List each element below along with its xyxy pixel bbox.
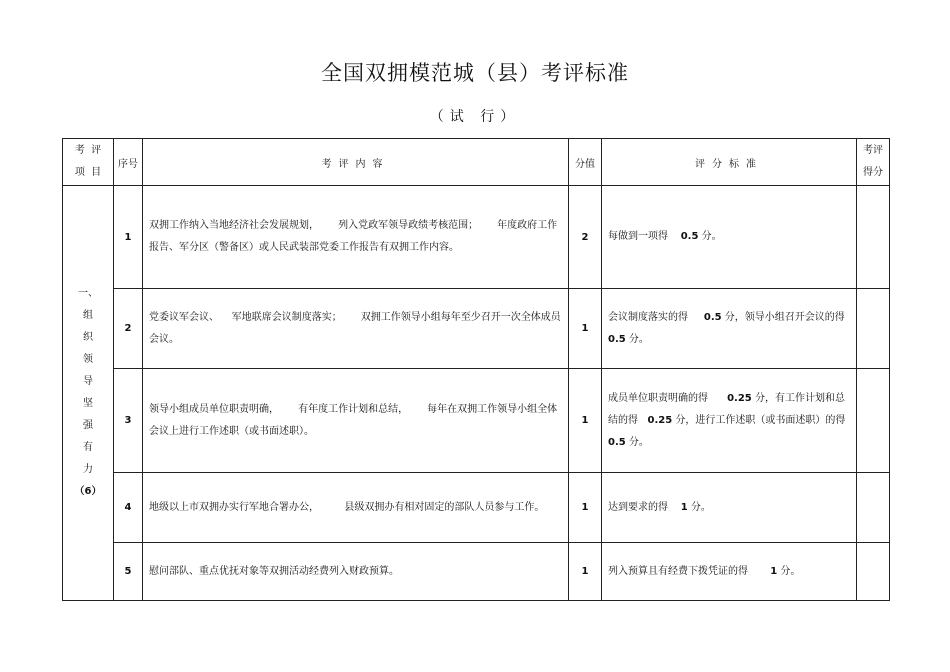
row-score: 1 — [569, 543, 602, 601]
criteria-text: 分。 — [687, 501, 711, 513]
category-char: 领 — [83, 354, 93, 365]
category-char: 坚 — [83, 398, 93, 409]
criteria-text: 每做到一项得 — [608, 231, 681, 242]
row-result[interactable] — [857, 289, 890, 369]
category-char: 织 — [83, 332, 93, 343]
evaluation-table — [62, 138, 890, 601]
category-char: 力 — [83, 464, 93, 475]
category-char: 有 — [83, 442, 93, 453]
row-criteria — [602, 369, 857, 473]
row-criteria — [602, 289, 857, 369]
criteria-text: 分。 — [777, 565, 801, 577]
category-cell — [63, 186, 114, 601]
header-content: 考评内容 — [143, 139, 569, 186]
document-title: 全国双拥模范城（县）考评标准 — [321, 61, 629, 85]
criteria-points: 0.5 — [703, 311, 722, 323]
row-index: 5 — [114, 543, 143, 601]
category-char: 组 — [83, 310, 93, 321]
criteria-points: 0.5 — [608, 436, 626, 448]
header-category-line2: 项 目 — [74, 167, 102, 178]
criteria-text: 分。 — [625, 333, 649, 345]
header-result — [857, 139, 890, 186]
category-total: （6） — [74, 486, 102, 497]
row-criteria — [602, 473, 857, 543]
criteria-text: 分，进行工作述职（或书面述职）的得 — [672, 414, 849, 426]
category-char: 强 — [83, 420, 93, 431]
document-subtitle: （试 行） — [429, 109, 521, 125]
row-score: 1 — [569, 289, 602, 369]
header-result-line2: 得分 — [863, 167, 883, 178]
criteria-text: 列入预算且有经费下拨凭证的得 — [608, 565, 771, 577]
criteria-points: 0.25 — [727, 392, 752, 404]
row-criteria — [602, 186, 857, 289]
row-score: 1 — [569, 473, 602, 543]
criteria-text: 成员单位职责明确的得 — [608, 392, 728, 404]
category-char: 导 — [83, 376, 93, 387]
table-row — [63, 289, 890, 369]
header-category-line1: 考 评 — [74, 145, 102, 156]
criteria-points: 1 — [770, 565, 778, 577]
header-result-line1: 考评 — [863, 145, 883, 156]
criteria-text: 会议制度落实的得 — [608, 311, 704, 323]
criteria-points: 1 — [680, 501, 688, 513]
table-header-row — [63, 139, 890, 186]
criteria-text: 分，领导小组召开会议的得 — [721, 311, 848, 323]
criteria-text: 分。 — [698, 231, 722, 242]
row-index: 3 — [114, 369, 143, 473]
row-result[interactable] — [857, 473, 890, 543]
criteria-text: 分，有工作计划和总结的得 — [608, 392, 845, 426]
table-row — [63, 186, 890, 289]
row-index: 4 — [114, 473, 143, 543]
table-row — [63, 473, 890, 543]
header-category — [63, 139, 114, 186]
header-score: 分值 — [569, 139, 602, 186]
row-content: 双拥工作纳入当地经济社会发展规划， 列入党政军领导政绩考核范围； 年度政府工作报告、军分区（警备区）或人民武装部党委工作报告有双拥工作内容。 — [143, 186, 569, 289]
row-score: 1 — [569, 369, 602, 473]
row-content: 慰问部队、重点优抚对象等双拥活动经费列入财政预算。 — [143, 543, 569, 601]
header-index: 序号 — [114, 139, 143, 186]
criteria-text: 分。 — [625, 436, 649, 448]
criteria-text: 达到要求的得 — [608, 501, 681, 513]
header-criteria: 评分标准 — [602, 139, 857, 186]
row-score: 2 — [569, 186, 602, 289]
criteria-points: 0.25 — [647, 414, 673, 426]
row-result[interactable] — [857, 369, 890, 473]
row-content: 地级以上市双拥办实行军地合署办公， 县级双拥办有相对固定的部队人员参与工作。 — [143, 473, 569, 543]
row-content: 领导小组成员单位职责明确， 有年度工作计划和总结， 每年在双拥工作领导小组全体会议上进行工作述职（或书面述职）。 — [143, 369, 569, 473]
row-result[interactable] — [857, 186, 890, 289]
criteria-points: 0.5 — [608, 333, 626, 345]
row-index: 2 — [114, 289, 143, 369]
table-row — [63, 369, 890, 473]
category-char: 一、 — [78, 288, 98, 299]
row-index: 1 — [114, 186, 143, 289]
row-criteria — [602, 543, 857, 601]
table-row — [63, 543, 890, 601]
row-content: 党委议军会议、 军地联席会议制度落实； 双拥工作领导小组每年至少召开一次全体成员会议。 — [143, 289, 569, 369]
row-result[interactable] — [857, 543, 890, 601]
criteria-points: 0.5 — [680, 231, 699, 242]
